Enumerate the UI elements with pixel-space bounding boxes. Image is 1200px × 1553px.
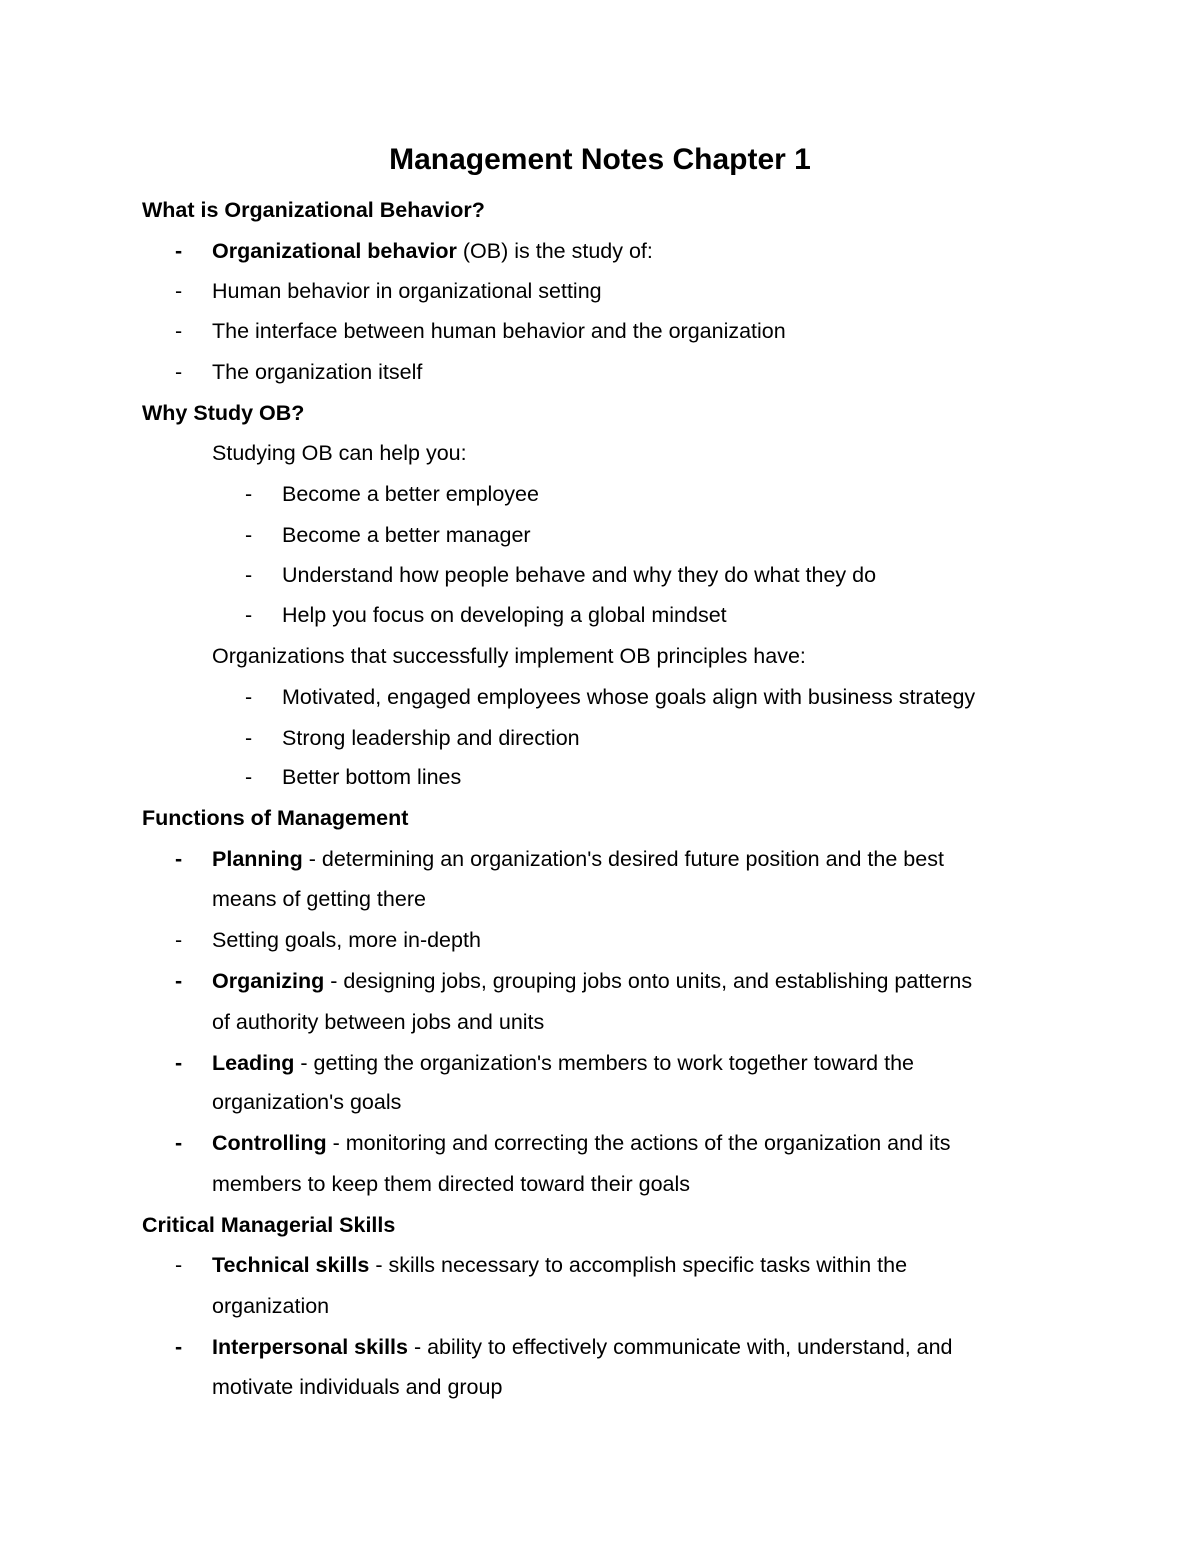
list-item — [0, 1245, 1200, 1285]
section-heading-functions: Functions of Management — [142, 806, 409, 830]
list-item — [0, 555, 1200, 595]
list-item-text: Interpersonal skills - ability to effectively communicate with, understand, and — [212, 1335, 953, 1359]
bullet-dash: - — [175, 319, 183, 343]
section-heading-what-is-ob: What is Organizational Behavior? — [142, 198, 485, 222]
list-item — [0, 231, 1200, 271]
list-item — [0, 961, 1200, 1001]
list-item-text: Human behavior in organizational setting — [212, 279, 602, 303]
bullet-dash: - — [245, 765, 253, 789]
list-item-continuation: members to keep them directed toward their goals — [212, 1172, 691, 1196]
list-item-text: Motivated, engaged employees whose goals align with business strategy — [282, 685, 976, 709]
bullet-dash: - — [175, 360, 183, 384]
bullet-dash: - — [245, 482, 253, 506]
bullet-dash: - — [245, 726, 253, 750]
list-item-text: Technical skills - skills necessary to accomplish specific tasks within the — [212, 1253, 908, 1277]
list-item-continuation: organization's goals — [212, 1090, 402, 1114]
bullet-dash: - — [245, 563, 253, 587]
list-item — [0, 271, 1200, 311]
list-item-text: Organizing - designing jobs, grouping jobs onto units, and establishing patterns — [212, 969, 973, 993]
list-item-text: Organizational behavior (OB) is the study of: — [212, 239, 653, 263]
list-item-continuation: of authority between jobs and units — [212, 1010, 545, 1034]
list-item-text: The interface between human behavior and the organization — [212, 319, 786, 343]
bullet-dash: - — [175, 1131, 183, 1155]
bullet-dash: - — [175, 279, 183, 303]
list-item-text: Leading - getting the organization's members to work together toward the — [212, 1051, 914, 1075]
bullet-dash: - — [175, 1253, 183, 1277]
list-item — [0, 839, 1200, 879]
list-item-text: Become a better employee — [282, 482, 539, 506]
list-item-text: Controlling - monitoring and correcting the actions of the organization and its — [212, 1131, 951, 1155]
section-heading-critical-skills: Critical Managerial Skills — [142, 1213, 396, 1237]
bullet-dash: - — [175, 1335, 183, 1359]
list-item — [0, 1123, 1200, 1163]
list-item-continuation: organization — [212, 1294, 330, 1318]
section-heading-why-study-ob: Why Study OB? — [142, 401, 305, 425]
list-item-text: Help you focus on developing a global mindset — [282, 603, 727, 627]
list-item-text: Understand how people behave and why they do what they do — [282, 563, 877, 587]
list-item — [0, 757, 1200, 797]
list-item-text: Planning - determining an organization's desired future position and the best — [212, 847, 944, 871]
list-item-text: Better bottom lines — [282, 765, 462, 789]
list-item-text: Become a better manager — [282, 523, 531, 547]
bullet-dash: - — [245, 603, 253, 627]
page-title: Management Notes Chapter 1 — [389, 143, 811, 176]
list-item — [0, 311, 1200, 351]
list-item — [0, 1043, 1200, 1083]
list-item — [0, 474, 1200, 514]
list-item — [0, 515, 1200, 555]
list-item-text: The organization itself — [212, 360, 423, 384]
bullet-dash: - — [175, 847, 183, 871]
bullet-dash: - — [245, 685, 253, 709]
bullet-dash: - — [175, 1051, 183, 1075]
list-item — [0, 352, 1200, 392]
list-item — [0, 1327, 1200, 1367]
list-item-text: Strong leadership and direction — [282, 726, 580, 750]
bullet-dash: - — [175, 969, 183, 993]
bullet-dash: - — [175, 239, 183, 263]
paragraph-intro: Studying OB can help you: — [212, 441, 467, 465]
list-item-text: Setting goals, more in-depth — [212, 928, 481, 952]
list-item — [0, 677, 1200, 717]
paragraph-intro: Organizations that successfully implement OB principles have: — [212, 644, 806, 668]
bullet-dash: - — [245, 523, 253, 547]
list-item-continuation: motivate individuals and group — [212, 1375, 503, 1399]
list-item — [0, 920, 1200, 960]
list-item-continuation: means of getting there — [212, 887, 426, 911]
bullet-dash: - — [175, 928, 183, 952]
list-item — [0, 595, 1200, 635]
list-item — [0, 718, 1200, 758]
